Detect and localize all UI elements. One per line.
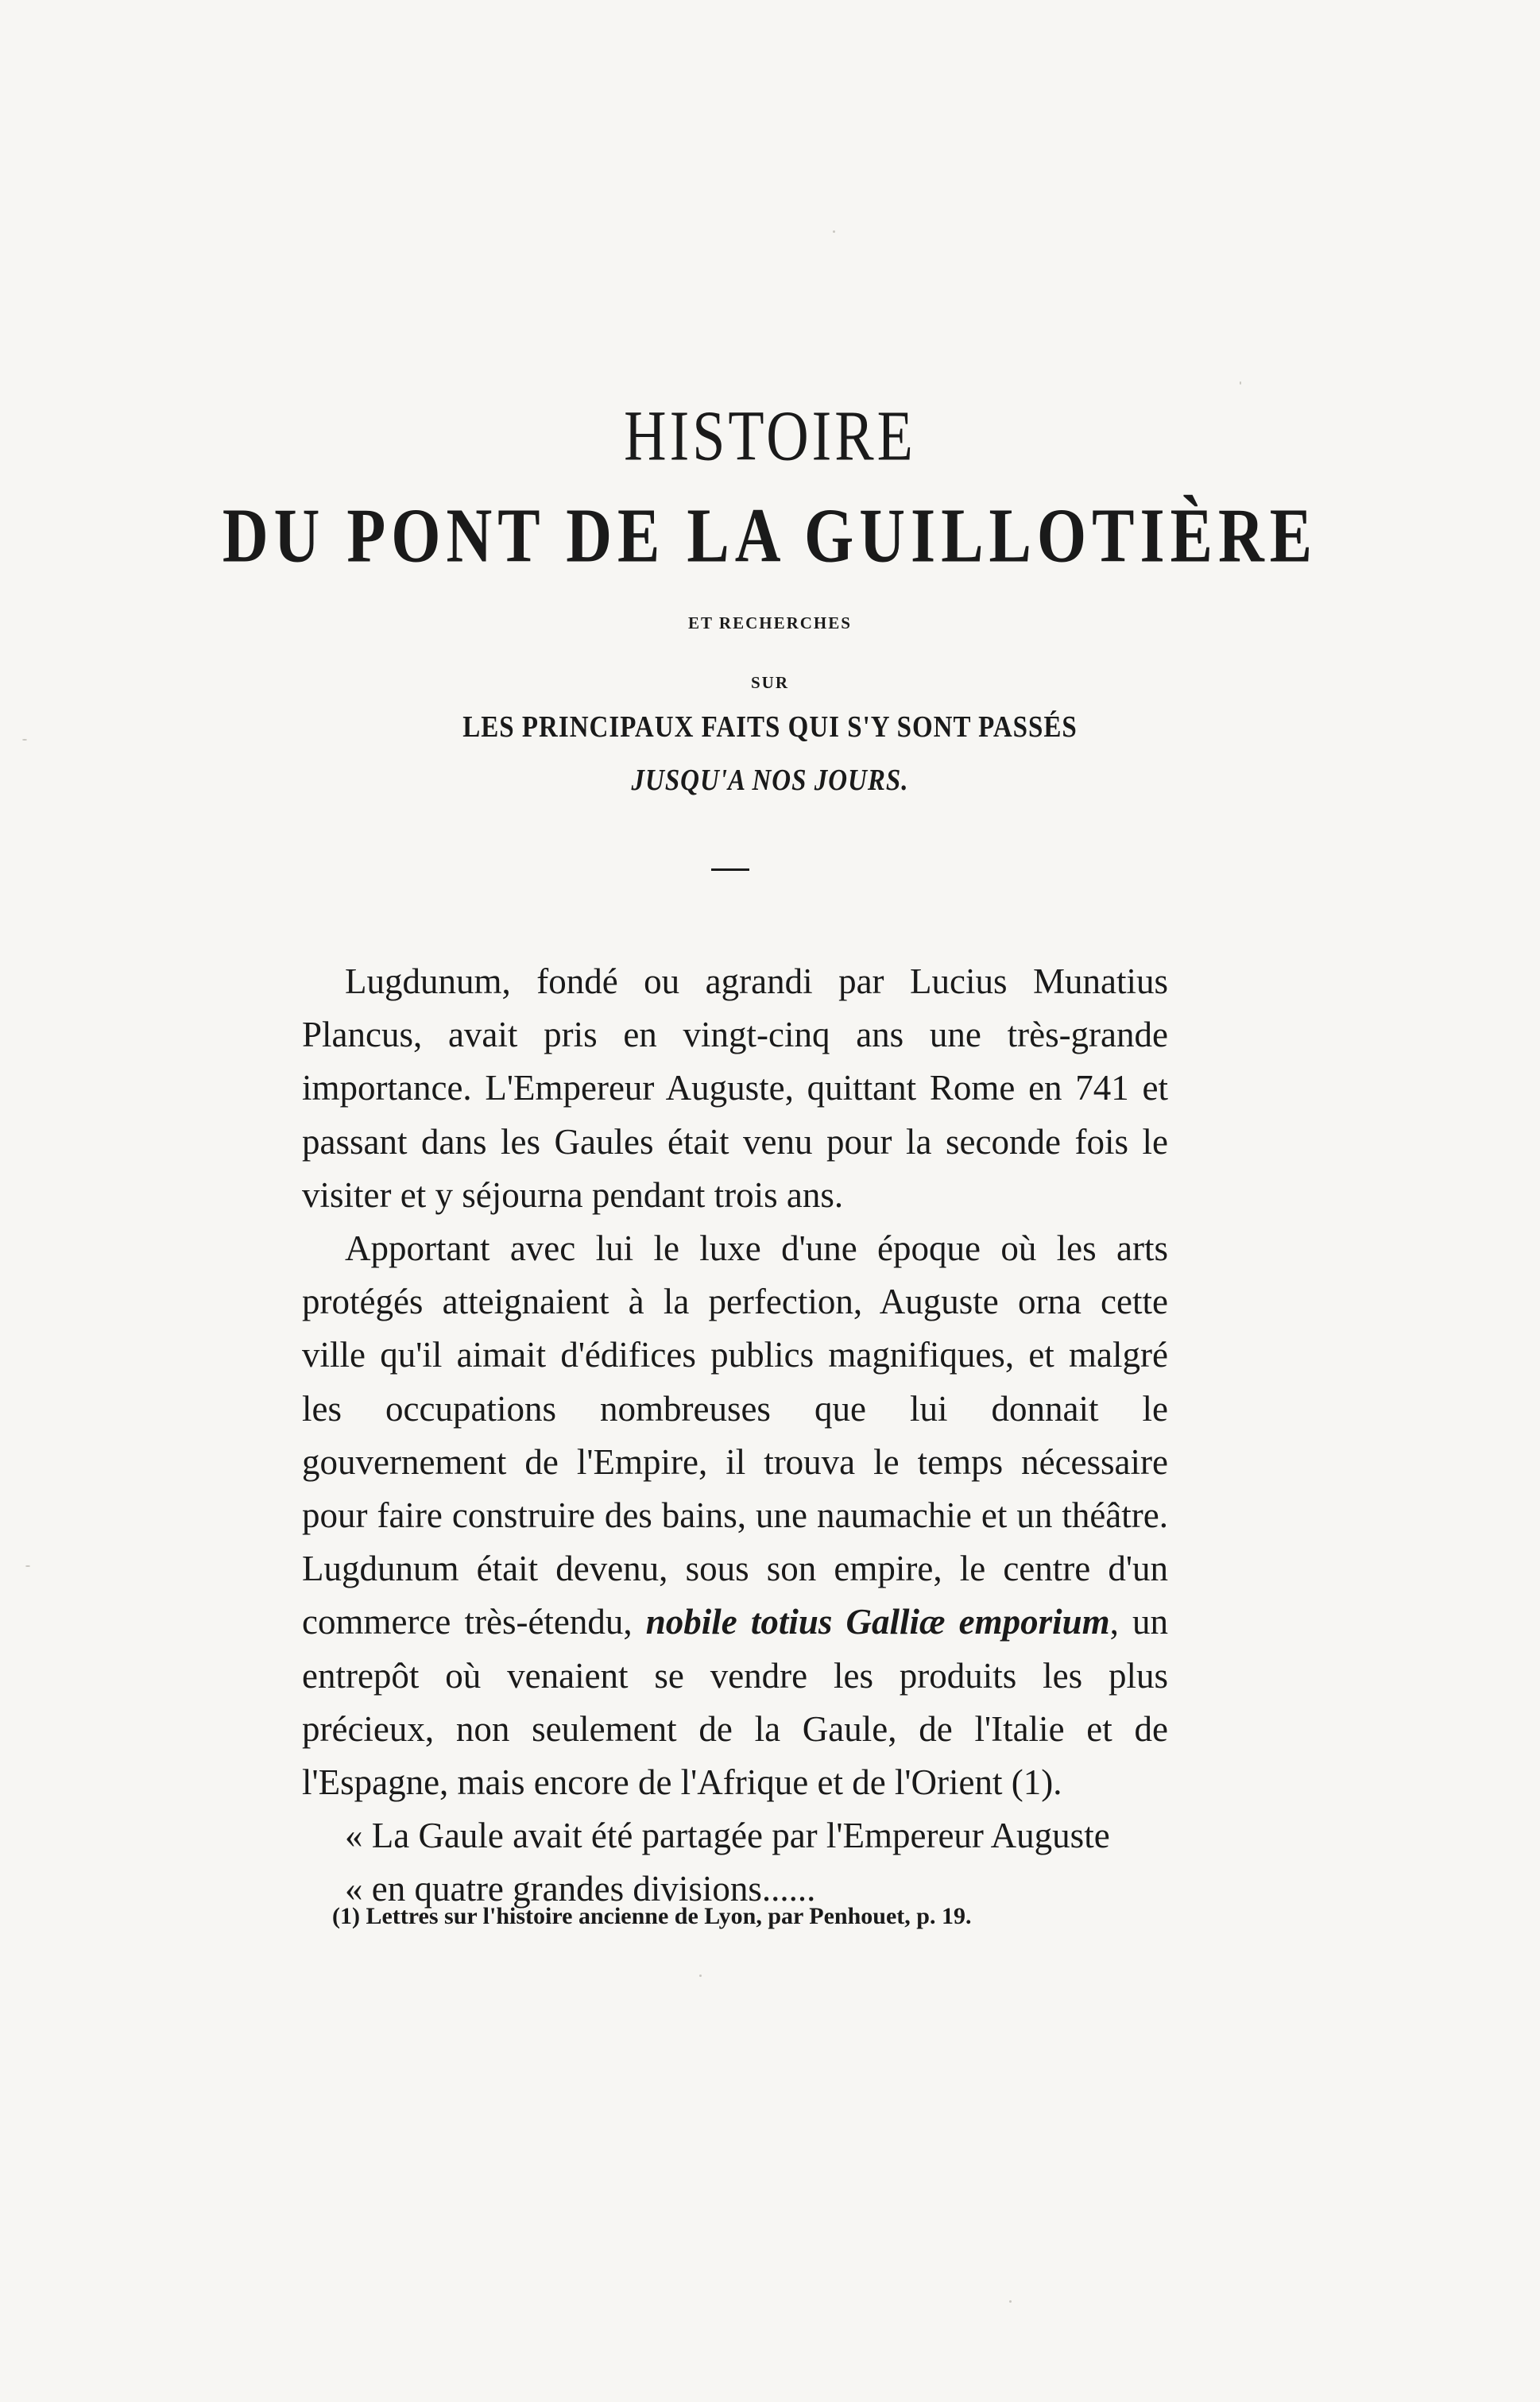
body-text <box>302 955 1168 1917</box>
paper-speck <box>1009 2300 1012 2303</box>
paragraph-2-start: Apportant avec lui le luxe d'une époque où les arts protégés atteignaient à la perfection, Auguste orna cette ville qu'il aimait d'édifices publics magnifiques, et malgré les occupations nombreuses que lui donnait le gouvernement de l'Empire, il trouva le temps nécessaire pour faire construire des bains, une naumachie et un théâtre. Lugdunum était devenu, sous son empire, le centre d'un commerce très-étendu, <box>302 1228 1168 1642</box>
subtitle-line-2: SUR <box>750 673 789 692</box>
paragraph-1: Lugdunum, fondé ou agrandi par Lucius Munatius Plancus, avait pris en vingt-cinq ans une très-grande importance. L'Empereur Auguste, quittant Rome en 741 et passant dans les Gaules était venu pour la seconde fois le visiter et y séjourna pendant trois ans. <box>302 961 1168 1215</box>
paragraph-2-end: , un entrepôt où venaient se vendre les produits les plus précieux, non seulement de la Gaule, de l'Italie et de l'Espagne, mais encore de l'Afrique et de l'Orient (1). <box>302 1602 1169 1803</box>
title-line-1: HISTOIRE <box>624 396 916 477</box>
title-line-2: DU PONT DE LA GUILLOTIÈRE <box>222 493 1318 579</box>
paragraph-3-line-1: « La Gaule avait été partagée par l'Empereur Auguste <box>345 1816 1110 1856</box>
paper-speck <box>699 1975 702 1977</box>
footnote: (1) Lettres sur l'histoire ancienne de Lyon, par Penhouet, p. 19. <box>332 1903 972 1929</box>
subtitle-line-4: JUSQU'A NOS JOURS. <box>631 764 909 798</box>
section-divider <box>711 868 749 871</box>
paper-speck <box>833 230 835 233</box>
paragraph-3-line-2: « en quatre grandes divisions...... <box>345 1869 816 1909</box>
paper-speck <box>22 739 27 741</box>
subtitle-line-1: ET RECHERCHES <box>688 613 852 632</box>
paragraph-2 <box>302 1222 1168 1809</box>
latin-phrase: nobile totius Galliæ emporium <box>645 1602 1110 1642</box>
subtitle-line-3: LES PRINCIPAUX FAITS QUI S'Y SONT PASSÉS <box>462 711 1078 745</box>
paper-speck <box>1240 381 1241 385</box>
paper-speck <box>25 1565 30 1567</box>
